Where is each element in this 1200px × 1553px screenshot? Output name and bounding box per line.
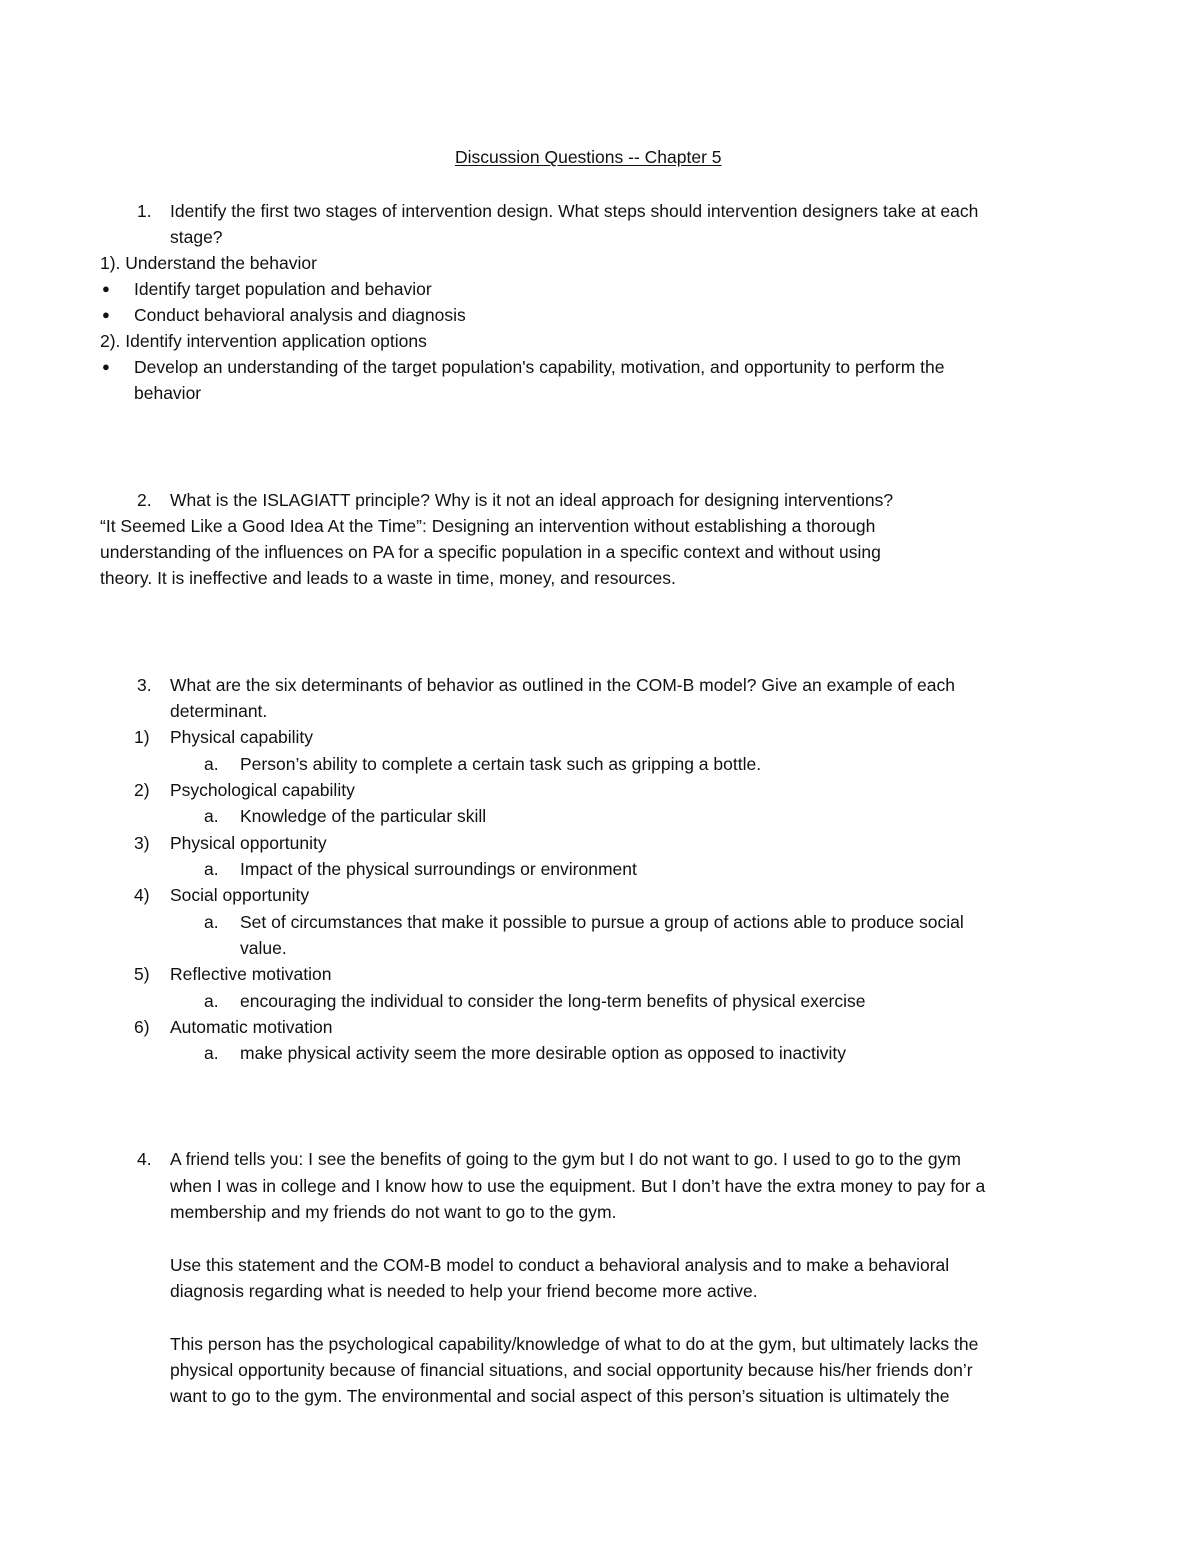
stage-2-bullet-cont: behavior <box>134 383 202 403</box>
stage-1-heading: 1). Understand the behavior <box>100 253 317 273</box>
question-2-answer: theory. It is ineffective and leads to a waste in time, money, and resources. <box>100 568 676 588</box>
question-4-prompt: diagnosis regarding what is needed to help your friend become more active. <box>170 1281 758 1301</box>
determinant-number: 5) <box>134 964 150 984</box>
example-letter: a. <box>204 1043 219 1063</box>
determinant-example: Impact of the physical surroundings or environment <box>240 859 637 879</box>
bullet-icon: ● <box>102 281 110 296</box>
determinant-example: make physical activity seem the more desirable option as opposed to inactivity <box>240 1043 846 1063</box>
question-4-statement: when I was in college and I know how to use the equipment. But I don’t have the extra money to pay for a <box>170 1176 986 1196</box>
stage-2-bullet: Develop an understanding of the target population's capability, motivation, and opportunity to perform the <box>134 357 945 377</box>
bullet-icon: ● <box>102 307 110 322</box>
question-4-statement: A friend tells you: I see the benefits of going to the gym but I do not want to go. I used to go to the gym <box>170 1149 961 1169</box>
document-title: Discussion Questions -- Chapter 5 <box>455 147 722 167</box>
determinant-name: Social opportunity <box>170 885 310 905</box>
question-2-text: What is the ISLAGIATT principle? Why is it not an ideal approach for designing interventions? <box>170 490 894 510</box>
determinant-name: Reflective motivation <box>170 964 332 984</box>
question-3-text: What are the six determinants of behavior as outlined in the COM-B model? Give an example of each <box>170 675 955 695</box>
example-letter: a. <box>204 991 219 1011</box>
stage-2-heading: 2). Identify intervention application options <box>100 331 427 351</box>
determinant-number: 4) <box>134 885 150 905</box>
determinant-example: Set of circumstances that make it possible to pursue a group of actions able to produce social <box>240 912 964 932</box>
question-1-text-cont: stage? <box>170 227 223 247</box>
example-letter: a. <box>204 754 219 774</box>
question-3-text-cont: determinant. <box>170 701 268 721</box>
question-1-text: Identify the first two stages of intervention design. What steps should intervention designers take at each <box>170 201 979 221</box>
determinant-example: Knowledge of the particular skill <box>240 806 487 826</box>
determinant-example: Person’s ability to complete a certain task such as gripping a bottle. <box>240 754 762 774</box>
example-letter: a. <box>204 912 219 932</box>
determinant-number: 1) <box>134 727 150 747</box>
question-2-number: 2. <box>137 490 152 510</box>
question-4-prompt: Use this statement and the COM-B model to conduct a behavioral analysis and to make a behavioral <box>170 1255 950 1275</box>
determinant-name: Automatic motivation <box>170 1017 333 1037</box>
question-4-statement: membership and my friends do not want to go to the gym. <box>170 1202 617 1222</box>
determinant-name: Psychological capability <box>170 780 355 800</box>
question-4-number: 4. <box>137 1149 152 1169</box>
determinant-name: Physical opportunity <box>170 833 327 853</box>
question-2-answer: “It Seemed Like a Good Idea At the Time”: Designing an intervention without establishing a thorough <box>100 516 876 536</box>
question-1-number: 1. <box>137 201 152 221</box>
question-4-answer: want to go to the gym. The environmental and social aspect of this person’s situation is ultimately the <box>170 1386 950 1406</box>
question-3-number: 3. <box>137 675 152 695</box>
stage-1-bullet: Conduct behavioral analysis and diagnosis <box>134 305 466 325</box>
determinant-example: encouraging the individual to consider the long-term benefits of physical exercise <box>240 991 866 1011</box>
question-2-answer: understanding of the influences on PA for a specific population in a specific context and without using <box>100 542 881 562</box>
bullet-icon: ● <box>102 359 110 374</box>
stage-1-bullet: Identify target population and behavior <box>134 279 432 299</box>
question-4-answer: This person has the psychological capability/knowledge of what to do at the gym, but ultimately lacks the <box>170 1334 979 1354</box>
determinant-number: 6) <box>134 1017 150 1037</box>
determinant-number: 3) <box>134 833 150 853</box>
determinant-number: 2) <box>134 780 150 800</box>
example-letter: a. <box>204 859 219 879</box>
question-4-answer: physical opportunity because of financial situations, and social opportunity because his/her friends don’r <box>170 1360 973 1380</box>
determinant-name: Physical capability <box>170 727 313 747</box>
determinant-example-cont: value. <box>240 938 287 958</box>
example-letter: a. <box>204 806 219 826</box>
